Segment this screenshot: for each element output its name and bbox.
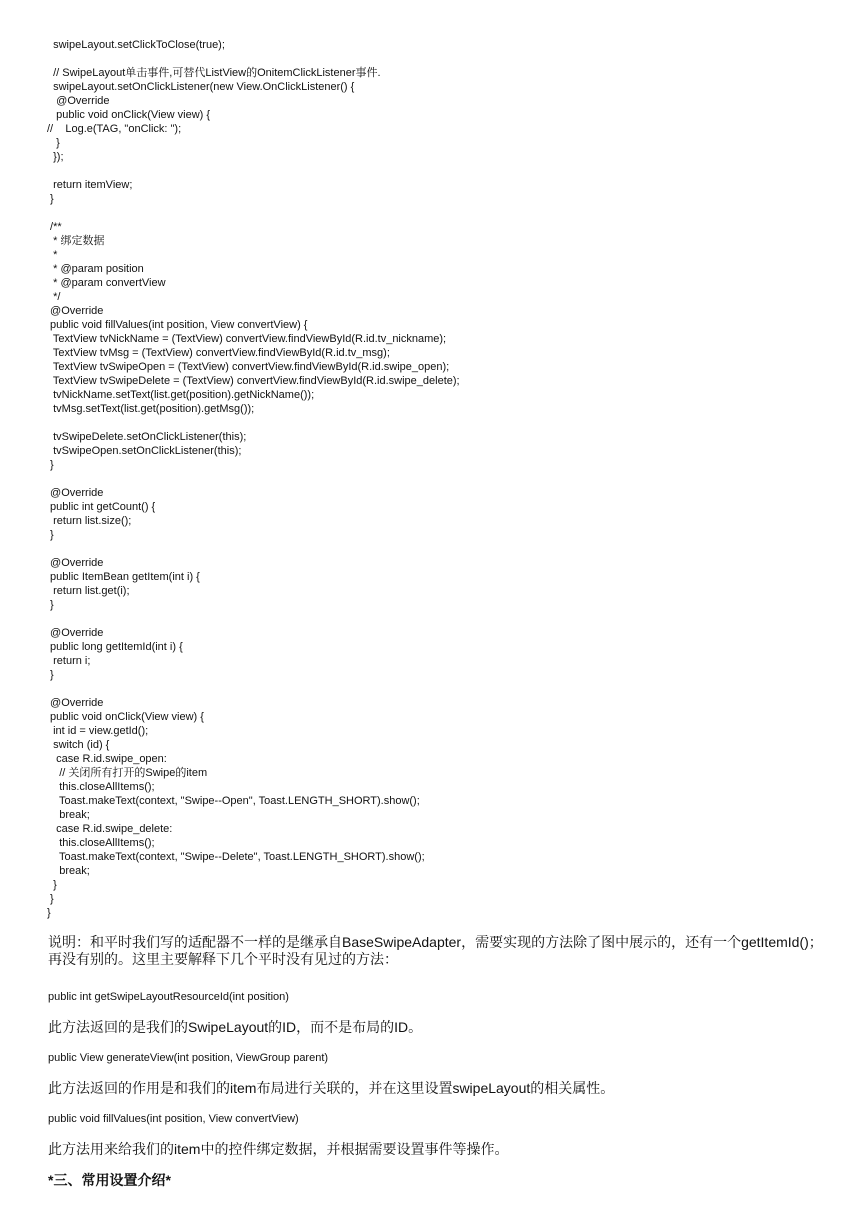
code-line: @Override (47, 627, 104, 639)
code-line: } (47, 137, 60, 149)
code-line: public void fillValues(int position, View convertView) { (47, 319, 308, 331)
code-line: // Log.e(TAG, "onClick: "); (47, 123, 182, 135)
code-line: tvNickName.setText(list.get(position).getNickName()); (47, 389, 315, 401)
code-line: public void onClick(View view) { (47, 711, 204, 723)
code-line: TextView tvSwipeDelete = (TextView) convertView.findViewById(R.id.swipe_delete); (47, 375, 460, 387)
code-line: return itemView; (47, 179, 133, 191)
code-line: } (47, 599, 54, 611)
code-line: TextView tvMsg = (TextView) convertView.findViewById(R.id.tv_msg); (47, 347, 390, 359)
code-line: Toast.makeText(context, "Swipe--Open", Toast.LENGTH_SHORT).show(); (47, 795, 420, 807)
code-line: this.closeAllItems(); (47, 837, 155, 849)
method-description-swipe-layout-id: 此方法返回的是我们的SwipeLayout的ID，而不是布局的ID。 (48, 1019, 423, 1035)
code-line: swipeLayout.setClickToClose(true); (47, 39, 225, 51)
code-line: } (47, 529, 54, 541)
code-line: @Override (47, 95, 110, 107)
method-description-fill-values: 此方法用来给我们的item中的控件绑定数据，并根据需要设置事件等操作。 (48, 1141, 509, 1157)
section-heading: *三、常用设置介绍* (48, 1172, 171, 1188)
code-line: // 关闭所有打开的Swipe的item (47, 767, 208, 779)
code-line: } (47, 669, 54, 681)
code-block (47, 38, 847, 920)
code-line: // SwipeLayout单击事件,可替代ListView的OnitemClickListener事件. (47, 67, 381, 79)
code-line: this.closeAllItems(); (47, 781, 155, 793)
code-line: return list.get(i); (47, 585, 130, 597)
code-line (47, 52, 847, 66)
code-line: */ (47, 291, 61, 303)
code-line: break; (47, 865, 90, 877)
code-line: public ItemBean getItem(int i) { (47, 571, 200, 583)
code-line (47, 416, 847, 430)
code-line (47, 542, 847, 556)
code-line: * @param position (47, 263, 144, 275)
code-line: @Override (47, 305, 104, 317)
code-line: tvSwipeDelete.setOnClickListener(this); (47, 431, 247, 443)
code-line: return list.size(); (47, 515, 132, 527)
code-line: tvMsg.setText(list.get(position).getMsg()); (47, 403, 255, 415)
method-signature-generate-view: public View generateView(int position, ViewGroup parent) (48, 1052, 329, 1064)
method-signature-fill-values: public void fillValues(int position, View convertView) (48, 1113, 299, 1125)
code-line: swipeLayout.setOnClickListener(new View.OnClickListener() { (47, 81, 355, 93)
code-line: @Override (47, 487, 104, 499)
code-line: /** (47, 221, 62, 233)
code-line: * (47, 249, 58, 261)
code-line: public long getItemId(int i) { (47, 641, 183, 653)
code-line: TextView tvNickName = (TextView) convertView.findViewById(R.id.tv_nickname); (47, 333, 447, 345)
code-line: @Override (47, 697, 104, 709)
code-line (47, 682, 847, 696)
code-line: } (47, 893, 54, 905)
code-line: tvSwipeOpen.setOnClickListener(this); (47, 445, 242, 457)
code-line (47, 472, 847, 486)
code-line: } (47, 193, 54, 205)
code-line: public int getCount() { (47, 501, 156, 513)
code-line: } (47, 879, 57, 891)
code-line: }); (47, 151, 64, 163)
code-line: * @param convertView (47, 277, 166, 289)
code-line: case R.id.swipe_open: (47, 753, 167, 765)
code-line: } (47, 907, 51, 919)
code-line: break; (47, 809, 90, 821)
code-line (47, 206, 847, 220)
code-line: Toast.makeText(context, "Swipe--Delete", Toast.LENGTH_SHORT).show(); (47, 851, 425, 863)
code-line: TextView tvSwipeOpen = (TextView) convertView.findViewById(R.id.swipe_open); (47, 361, 450, 373)
code-line: int id = view.getId(); (47, 725, 149, 737)
code-line (47, 164, 847, 178)
method-description-generate-view: 此方法返回的作用是和我们的item布局进行关联的，并在这里设置swipeLayout的相关属性。 (48, 1080, 615, 1096)
code-line: * 绑定数据 (47, 235, 105, 247)
code-line: @Override (47, 557, 104, 569)
code-line: switch (id) { (47, 739, 110, 751)
explanation (48, 934, 828, 1189)
code-line: public void onClick(View view) { (47, 109, 211, 121)
code-line: } (47, 459, 54, 471)
method-signature-swipe-layout-id: public int getSwipeLayoutResourceId(int position) (48, 991, 289, 1003)
code-line: case R.id.swipe_delete: (47, 823, 173, 835)
code-line (47, 612, 847, 626)
code-line: return i; (47, 655, 91, 667)
intro-paragraph: 说明：和平时我们写的适配器不一样的是继承自BaseSwipeAdapter，需要实现的方法除了图中展示的，还有一个getItemId()；再没有别的。这里主要解释下几个平时没有见过的方法： (48, 934, 823, 967)
